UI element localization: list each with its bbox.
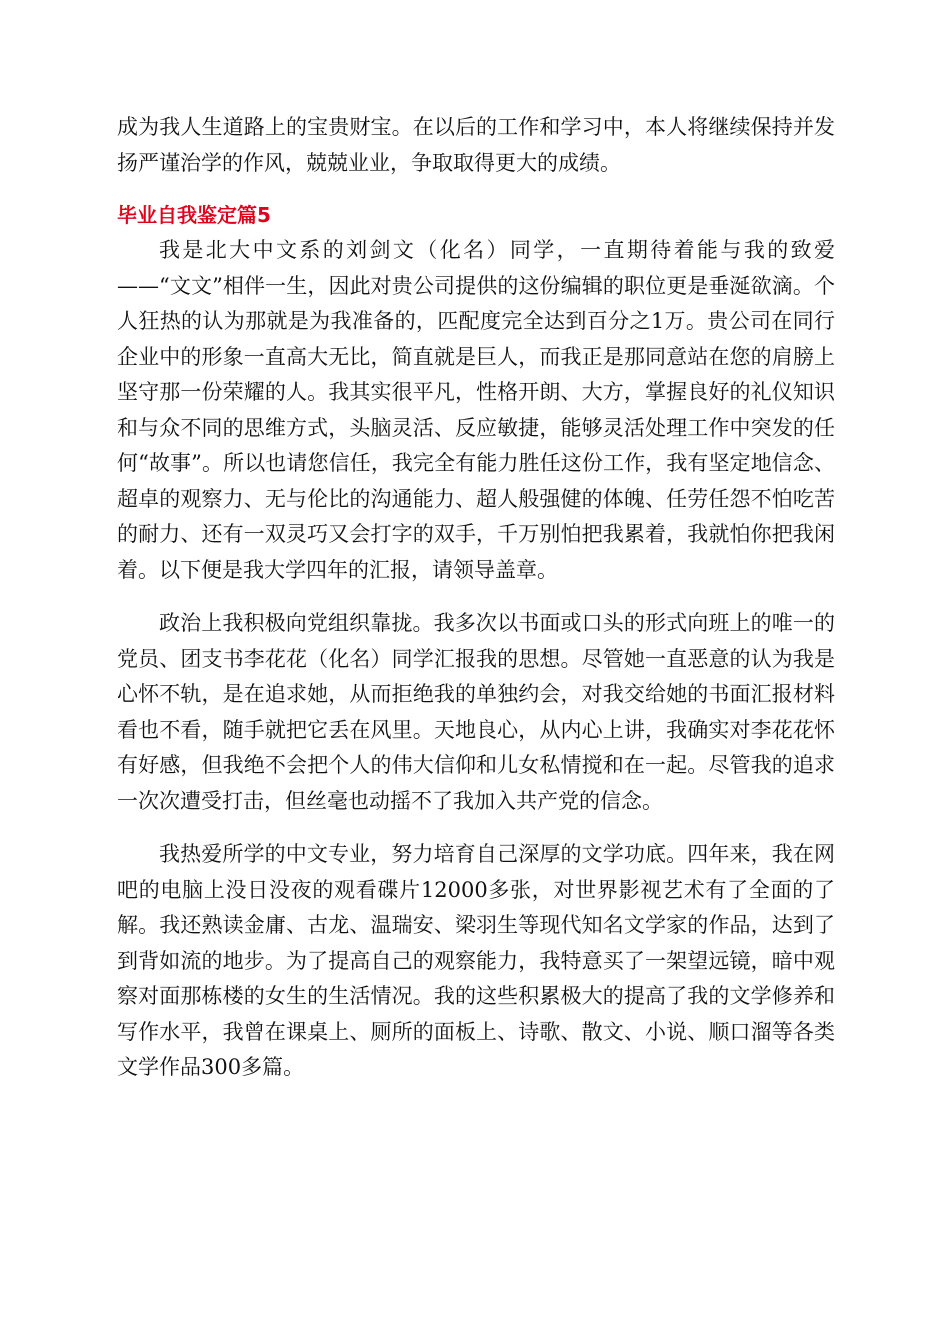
intro-paragraph: 成为我人生道路上的宝贵财宝。在以后的工作和学习中，本人将继续保持并发扬严谨治学的作风，兢兢业业，争取取得更大的成绩。 — [117, 115, 835, 175]
body-paragraph-3: 我热爱所学的中文专业，努力培育自己深厚的文学功底。四年来，我在网吧的电脑上没日没夜的观看碟片12000多张，对世界影视艺术有了全面的了解。我还熟读金庸、古龙、温瑞安、梁羽生等现代知名文学家的作品，达到了到背如流的地步。为了提高自己的观察能力，我特意买了一架望远镜，暗中观察对面那栋楼的女生的生活情况。我的这些积累极大的提高了我的文学修养和写作水平，我曾在课桌上、厕所的面板上、诗歌、散文、小说、顺口溜等各类文学作品300多篇。 — [117, 842, 835, 1079]
body-paragraph-1: 我是北大中文系的刘剑文（化名）同学，一直期待着能与我的致爱——“文文”相伴一生，因此对贵公司提供的这份编辑的职位更是垂涎欲滴。个人狂热的认为那就是为我准备的，匹配度完全达到百分之1万。贵公司在同行企业中的形象一直高大无比，简直就是巨人，而我正是那同意站在您的肩膀上坚守那一份荣耀的人。我其实很平凡，性格开朗、大方，掌握良好的礼仪知识和与众不同的思维方式，头脑灵活、反应敏捷，能够灵活处理工作中突发的任何“故事”。所以也请您信任，我完全有能力胜任这份工作，我有坚定地信念、超卓的观察力、无与伦比的沟通能力、超人般强健的体魄、任劳任怨不怕吃苦的耐力、还有一双灵巧又会打字的双手，千万别怕把我累着，我就怕你把我闲着。以下便是我大学四年的汇报，请领导盖章。 — [117, 238, 835, 582]
document-page — [117, 110, 835, 1086]
section-heading: 毕业自我鉴定篇5 — [117, 203, 271, 227]
body-paragraph-2: 政治上我积极向党组织靠拢。我多次以书面或口头的形式向班上的唯一的党员、团支书李花花（化名）同学汇报我的思想。尽管她一直恶意的认为我是心怀不轨，是在追求她，从而拒绝我的单独约会，对我交给她的书面汇报材料看也不看，随手就把它丢在风里。天地良心，从内心上讲，我确实对李花花怀有好感，但我绝不会把个人的伟大信仰和儿女私情搅和在一起。尽管我的追求一次次遭受打击，但丝毫也动摇不了我加入共产党的信念。 — [117, 611, 835, 813]
